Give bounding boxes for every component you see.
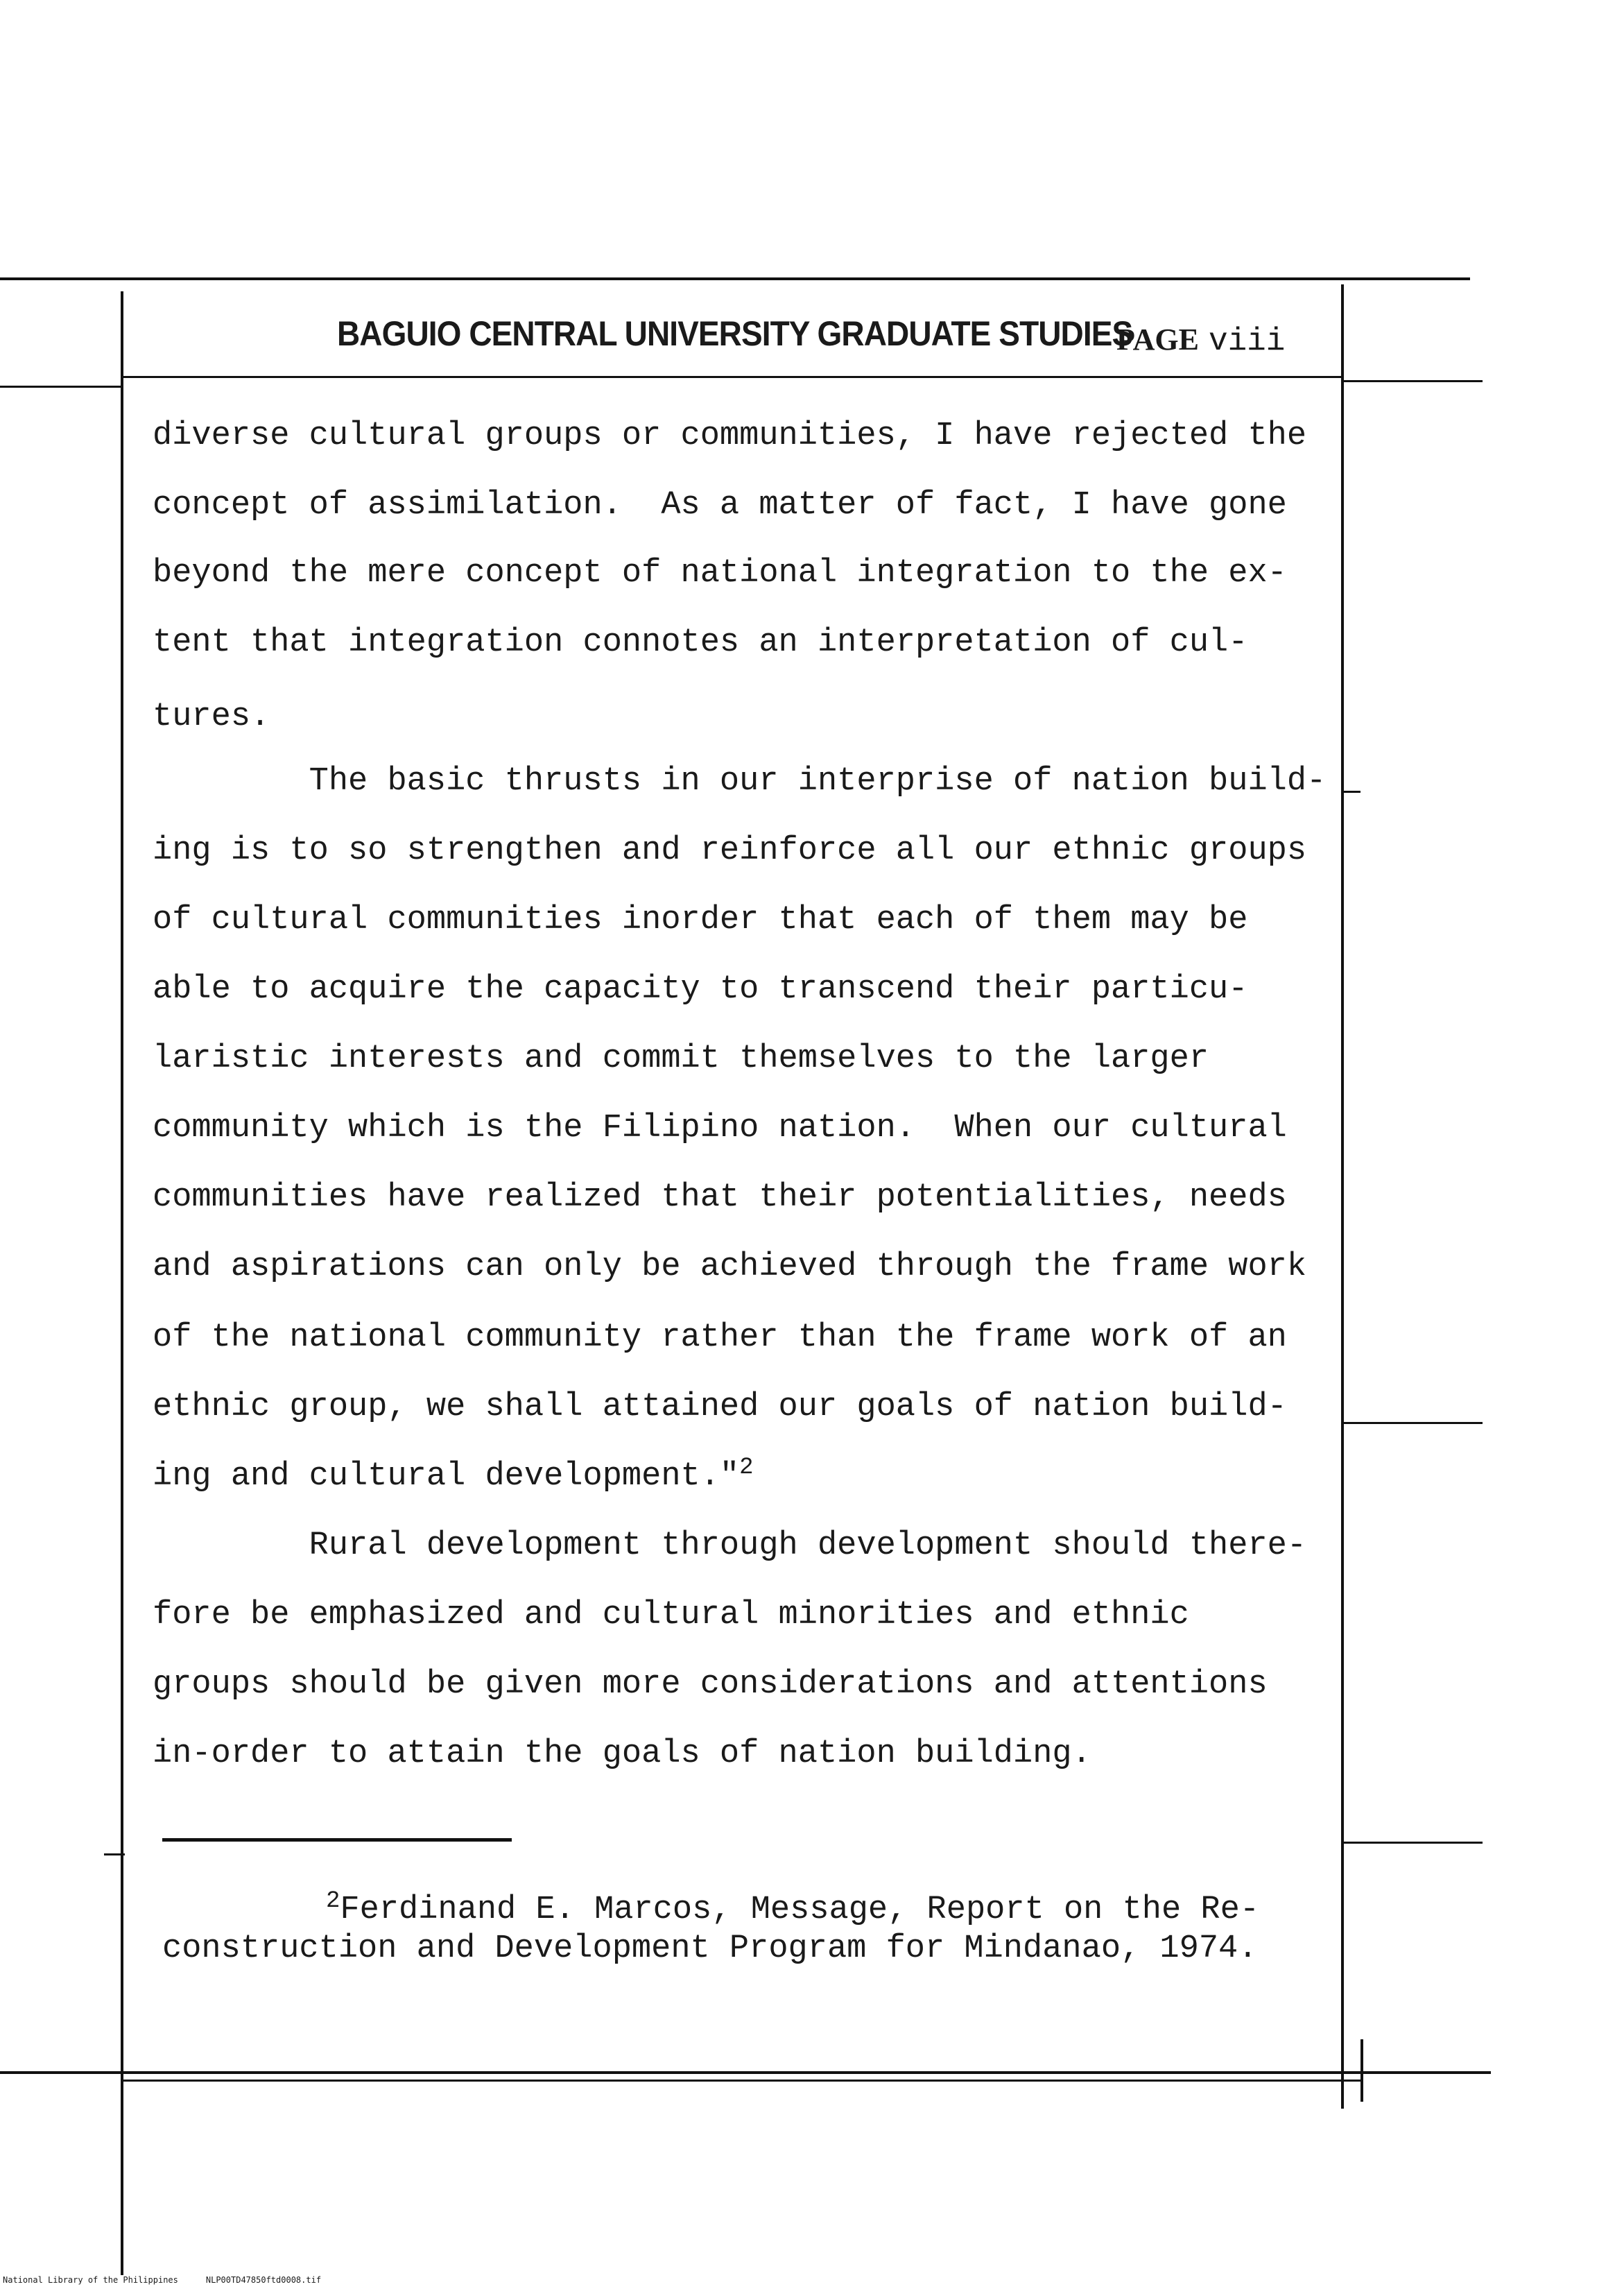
body-line-12: communities have realized that their potentialities, needs	[153, 1179, 1287, 1216]
body-line-17: Rural development through development should there-	[153, 1527, 1307, 1564]
body-line-4: tent that integration connotes an interpretation of cul-	[153, 624, 1248, 661]
left-margin-line	[121, 291, 123, 2275]
body-line-8: of cultural communities inorder that each of them may be	[153, 902, 1248, 938]
body-line-1: diverse cultural groups or communities, I have rejected the	[153, 418, 1307, 454]
body-line-20: in-order to attain the goals of nation building.	[153, 1735, 1091, 1772]
body-line-5: tures.	[153, 698, 270, 735]
body-line-15: ethnic group, we shall attained our goals of nation build-	[153, 1389, 1287, 1425]
page-number-label	[1116, 322, 1285, 359]
footnote-reference: 2	[739, 1455, 754, 1481]
right-margin-tick	[1342, 791, 1360, 793]
footnote-line-2: construction and Development Program for Mindanao, 1974.	[162, 1930, 1258, 1967]
body-line-7: ing is to so strengthen and reinforce all our ethnic groups	[153, 832, 1307, 869]
body-line-9: able to acquire the capacity to transcend their particu-	[153, 971, 1248, 1008]
right-tab-mark-top	[1344, 380, 1483, 382]
top-border-line	[0, 277, 1470, 280]
right-margin-line-lower	[1360, 2039, 1363, 2102]
right-tab-mark-mid	[1344, 1422, 1483, 1424]
page-number: viii	[1208, 323, 1286, 359]
scan-source-line	[3, 2275, 349, 2285]
body-line-14: of the national community rather than the frame work of an	[153, 1319, 1287, 1356]
body-line-10: laristic interests and commit themselves to the larger	[153, 1040, 1209, 1077]
right-margin-line	[1341, 284, 1344, 2109]
body-line-11: community which is the Filipino nation. When our cultural	[153, 1110, 1287, 1147]
bottom-border-line	[0, 2071, 1491, 2074]
left-tab-mark-top	[0, 386, 121, 388]
right-tab-mark-low	[1344, 1842, 1483, 1844]
footnote-line-1-text: Ferdinand E. Marcos, Message, Report on the Re-	[340, 1892, 1260, 1928]
body-line-16-text: ing and cultural development."	[153, 1458, 740, 1495]
footnote-line-1	[326, 1888, 1260, 1928]
body-line-2: concept of assimilation. As a matter of fact, I have gone	[153, 487, 1287, 524]
scan-file-name: NLP00TD47850ftd0008.tif	[205, 2275, 322, 2285]
header-rule	[121, 376, 1342, 378]
body-line-18: fore be emphasized and cultural minorities and ethnic	[153, 1597, 1189, 1634]
body-line-13: and aspirations can only be achieved through the frame work	[153, 1249, 1307, 1285]
body-line-3: beyond the mere concept of national integration to the ex-	[153, 555, 1287, 592]
bottom-border-line-2	[121, 2080, 1362, 2082]
footnote-marker: 2	[326, 1888, 340, 1914]
body-line-19: groups should be given more considerations and attentions	[153, 1666, 1268, 1703]
body-line-6: The basic thrusts in our interprise of nation build-	[153, 763, 1327, 800]
page-label-text: PAGE	[1116, 323, 1199, 357]
university-header-title: BAGUIO CENTRAL UNIVERSITY GRADUATE STUDIES	[337, 314, 1133, 353]
footnote-separator	[162, 1838, 512, 1842]
library-name: National Library of the Philippines	[3, 2275, 178, 2285]
left-tab-mark-low	[104, 1853, 125, 1855]
body-line-16	[153, 1455, 754, 1495]
